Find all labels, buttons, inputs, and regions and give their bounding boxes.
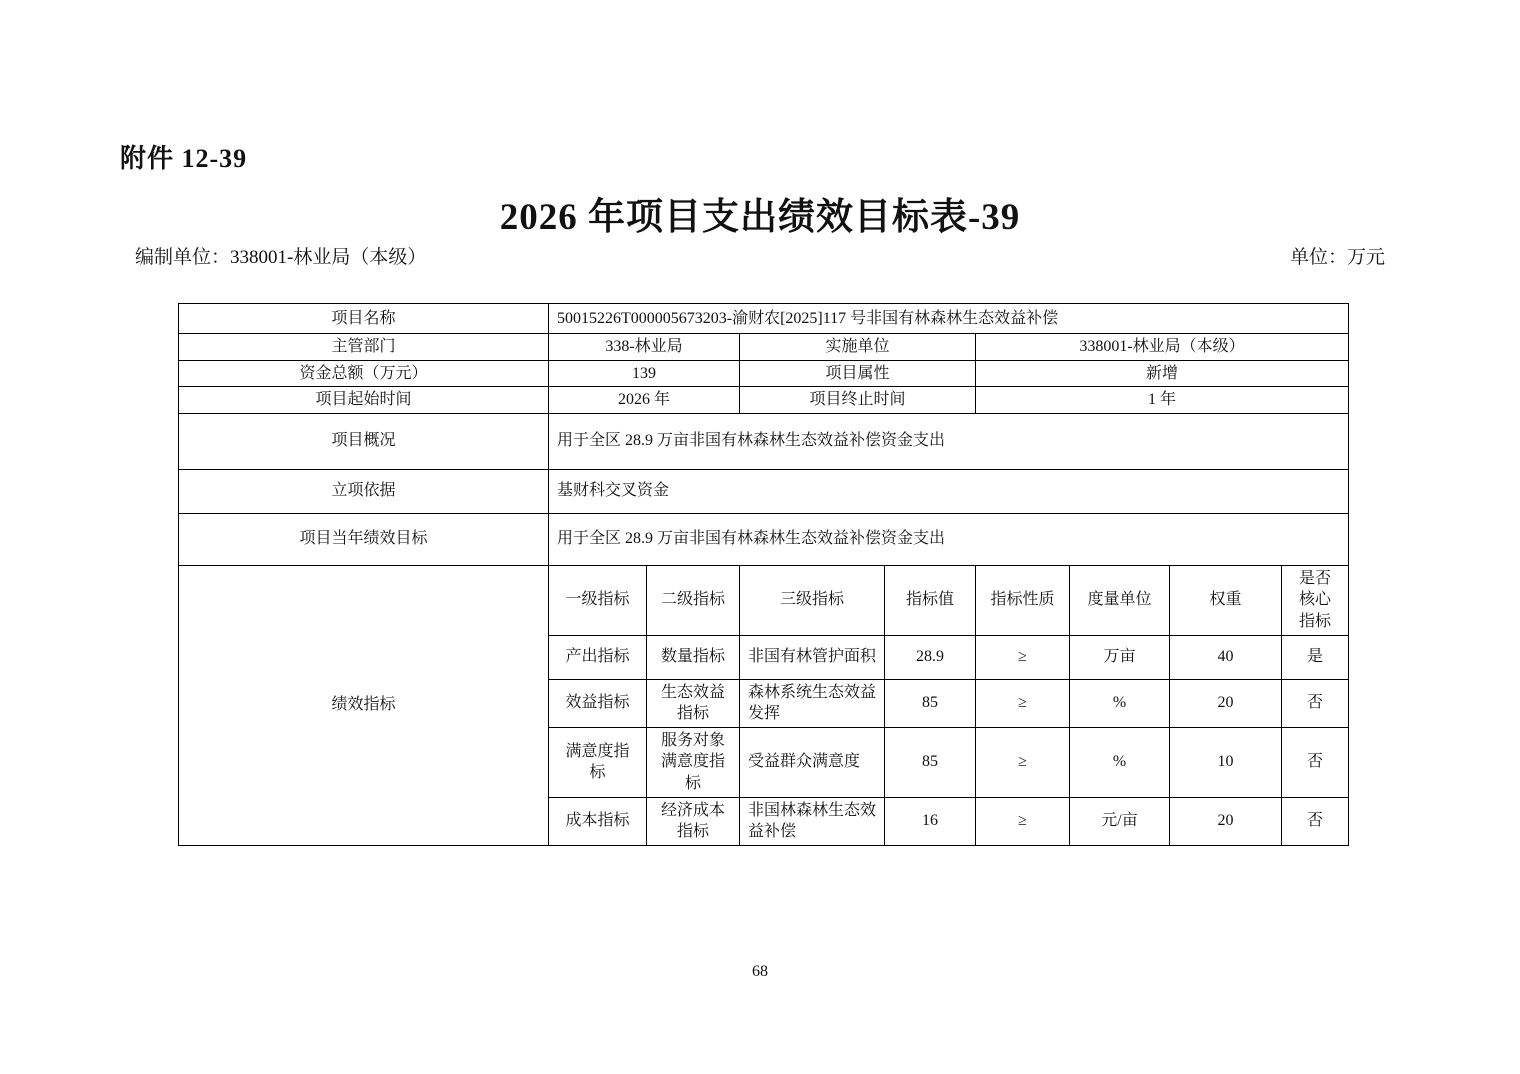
- performance-target-table: [178, 303, 1349, 846]
- page-title: 2026 年项目支出绩效目标表-39: [499, 197, 1021, 238]
- indicator-cell-weight: 10: [1170, 727, 1282, 797]
- indicator-cell-core: 否: [1282, 797, 1349, 845]
- indicator-cell-level2: 服务对象满意度指标: [647, 727, 740, 797]
- meta-row: [135, 242, 1385, 269]
- indicator-cell-level3: 受益群众满意度: [740, 727, 885, 797]
- unit-note-label: 单位：万元: [1289, 247, 1385, 268]
- indicator-header-cell: 权重: [1170, 565, 1282, 635]
- indicator-cell-nature: ≥: [976, 679, 1070, 727]
- indicator-cell-value: 85: [885, 727, 976, 797]
- indicator-cell-value: 28.9: [885, 635, 976, 679]
- amount-label-cell: 资金总额（万元）: [179, 360, 549, 387]
- indicator-cell-nature: ≥: [976, 797, 1070, 845]
- compiling-unit-label: 编制单位：338001-林业局（本级）: [135, 247, 427, 268]
- indicator-header-cell: 度量单位: [1070, 565, 1170, 635]
- annual-goal-value-cell: 用于全区 28.9 万亩非国有林森林生态效益补偿资金支出: [549, 513, 1349, 565]
- table-row: [179, 360, 1349, 387]
- impl-unit-label-cell: 实施单位: [740, 334, 976, 361]
- table-row: [179, 304, 1349, 334]
- dept-value-cell: 338-林业局: [549, 334, 740, 361]
- impl-unit-value-cell: 338001-林业局（本级）: [976, 334, 1349, 361]
- indicator-cell-level2: 数量指标: [647, 635, 740, 679]
- indicator-cell-level3: 非国有林管护面积: [740, 635, 885, 679]
- indicator-cell-core: 否: [1282, 727, 1349, 797]
- indicator-header-cell: 是否核心指标: [1282, 565, 1349, 635]
- indicator-cell-unit: 元/亩: [1070, 797, 1170, 845]
- annual-goal-label-cell: 项目当年绩效目标: [179, 513, 549, 565]
- table-row: [179, 513, 1349, 565]
- basis-value-cell: 基财科交叉资金: [549, 469, 1349, 513]
- indicator-cell-level1: 成本指标: [549, 797, 647, 845]
- overview-label-cell: 项目概况: [179, 413, 549, 469]
- indicator-header-cell: 一级指标: [549, 565, 647, 635]
- indicator-header-cell: 三级指标: [740, 565, 885, 635]
- indicator-cell-core: 是: [1282, 635, 1349, 679]
- indicator-cell-unit: %: [1070, 679, 1170, 727]
- indicator-cell-nature: ≥: [976, 727, 1070, 797]
- end-time-value-cell: 1 年: [976, 387, 1349, 414]
- indicator-header-row: [179, 565, 1349, 635]
- indicator-cell-nature: ≥: [976, 635, 1070, 679]
- indicator-header-cell: 指标值: [885, 565, 976, 635]
- indicator-cell-level2: 生态效益指标: [647, 679, 740, 727]
- indicator-cell-weight: 40: [1170, 635, 1282, 679]
- indicator-cell-value: 85: [885, 679, 976, 727]
- indicator-cell-level1: 产出指标: [549, 635, 647, 679]
- indicator-cell-core: 否: [1282, 679, 1349, 727]
- indicator-cell-unit: 万亩: [1070, 635, 1170, 679]
- indicator-header-cell: 二级指标: [647, 565, 740, 635]
- indicator-header-cell: 指标性质: [976, 565, 1070, 635]
- indicator-cell-unit: %: [1070, 727, 1170, 797]
- table-row: [179, 387, 1349, 414]
- indicator-cell-value: 16: [885, 797, 976, 845]
- perf-section-label-cell: 绩效指标: [179, 565, 549, 845]
- overview-value-cell: 用于全区 28.9 万亩非国有林森林生态效益补偿资金支出: [549, 413, 1349, 469]
- table-row: [179, 413, 1349, 469]
- start-time-value-cell: 2026 年: [549, 387, 740, 414]
- dept-label-cell: 主管部门: [179, 334, 549, 361]
- project-attr-label-cell: 项目属性: [740, 360, 976, 387]
- indicator-cell-level3: 森林系统生态效益发挥: [740, 679, 885, 727]
- indicator-cell-level3: 非国林森林生态效益补偿: [740, 797, 885, 845]
- basis-label-cell: 立项依据: [179, 469, 549, 513]
- indicator-cell-level2: 经济成本指标: [647, 797, 740, 845]
- page-number: 68: [752, 963, 768, 980]
- start-time-label-cell: 项目起始时间: [179, 387, 549, 414]
- end-time-label-cell: 项目终止时间: [740, 387, 976, 414]
- indicator-cell-weight: 20: [1170, 679, 1282, 727]
- attachment-label: 附件 12-39: [120, 144, 248, 173]
- project-name-label-cell: 项目名称: [179, 304, 549, 334]
- amount-value-cell: 139: [549, 360, 740, 387]
- project-name-value-cell: 50015226T000005673203-渝财农[2025]117 号非国有林森林生态效益补偿: [549, 304, 1349, 334]
- table-row: [179, 469, 1349, 513]
- table-row: [179, 334, 1349, 361]
- project-attr-value-cell: 新增: [976, 360, 1349, 387]
- indicator-cell-level1: 满意度指标: [549, 727, 647, 797]
- indicator-cell-level1: 效益指标: [549, 679, 647, 727]
- indicator-cell-weight: 20: [1170, 797, 1282, 845]
